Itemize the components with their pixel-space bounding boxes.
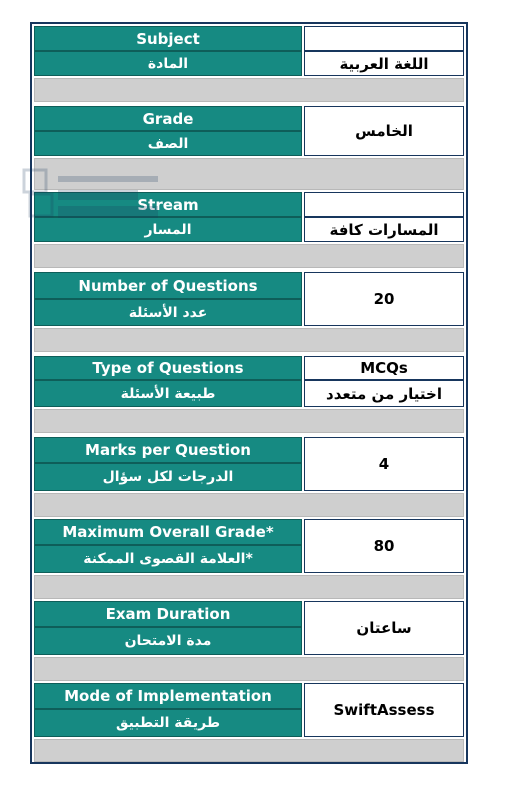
type-questions-value-en: MCQs [304, 356, 464, 380]
max-grade-label-en: Maximum Overall Grade* [34, 519, 302, 545]
spacer-row [34, 328, 464, 352]
subject-value-en [304, 26, 464, 51]
stream-label-ar: المسار [34, 217, 302, 242]
watermark-logo [18, 166, 168, 228]
max-grade-label-ar: العلامة القصوى الممكنة* [34, 545, 302, 573]
spacer-row [34, 78, 464, 102]
subject-label-ar: المادة [34, 51, 302, 76]
max-grade-value: 80 [304, 519, 464, 573]
marks-value: 4 [304, 437, 464, 491]
spacer-row [34, 409, 464, 433]
spacer-row [34, 575, 464, 599]
marks-label-ar: الدرجات لكل سؤال [34, 463, 302, 491]
grade-label-en: Grade [34, 106, 302, 131]
exam-info-table [30, 22, 468, 764]
subject-value-ar: اللغة العربية [304, 51, 464, 76]
num-questions-label-ar: عدد الأسئلة [34, 299, 302, 326]
stream-label-en: Stream [34, 192, 302, 217]
spacer-row [34, 493, 464, 517]
subject-label-en: Subject [34, 26, 302, 51]
marks-label-en: Marks per Question [34, 437, 302, 463]
spacer-row [34, 657, 464, 681]
mode-label-en: Mode of Implementation [34, 683, 302, 709]
stream-value-ar: المسارات كافة [304, 217, 464, 242]
num-questions-label-en: Number of Questions [34, 272, 302, 299]
type-questions-label-ar: طبيعة الأسئلة [34, 380, 302, 407]
spacer-row [34, 244, 464, 268]
mode-value: SwiftAssess [304, 683, 464, 737]
grade-label-ar: الصف [34, 131, 302, 156]
duration-label-ar: مدة الامتحان [34, 627, 302, 655]
type-questions-label-en: Type of Questions [34, 356, 302, 380]
grade-value: الخامس [304, 106, 464, 156]
duration-label-en: Exam Duration [34, 601, 302, 627]
num-questions-value: 20 [304, 272, 464, 326]
spacer-row [34, 739, 464, 762]
duration-value: ساعتان [304, 601, 464, 655]
stream-value-en [304, 192, 464, 217]
type-questions-value-ar: اختيار من متعدد [304, 380, 464, 407]
mode-label-ar: طريقة التطبيق [34, 709, 302, 737]
